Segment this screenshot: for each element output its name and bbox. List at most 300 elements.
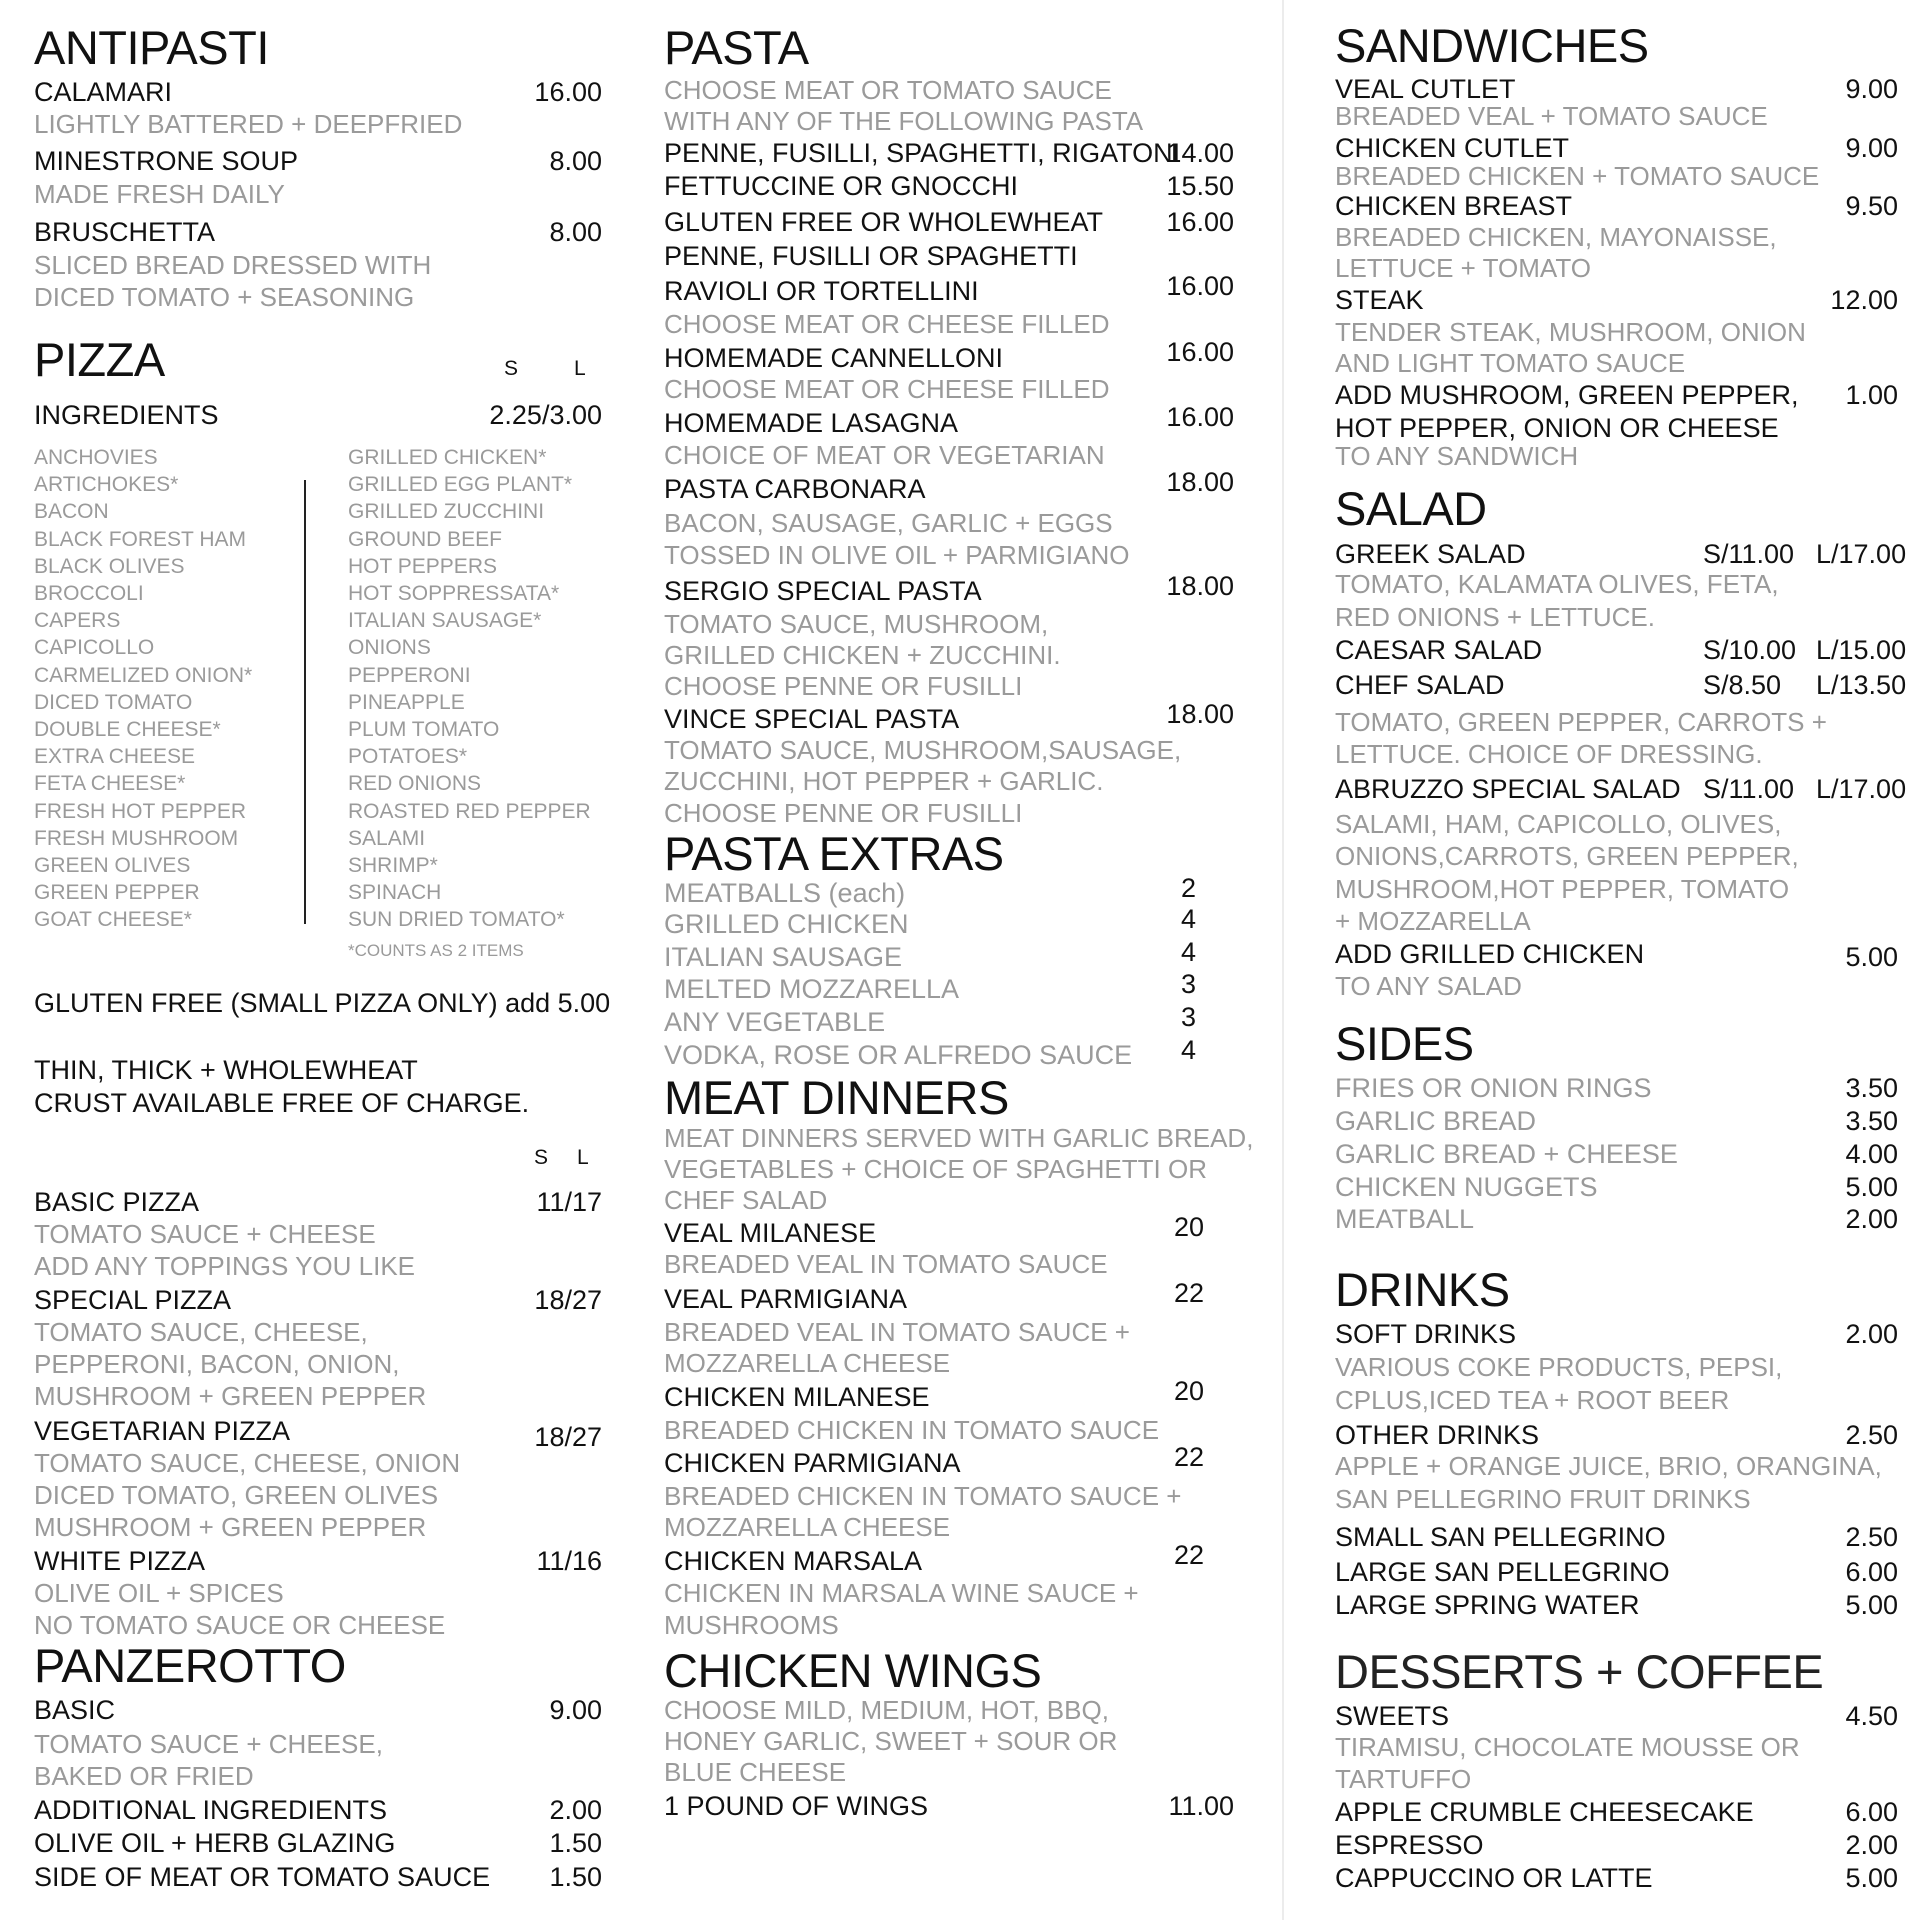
item-price: 18.00 — [1166, 467, 1234, 497]
item-name: HOMEMADE CANNELLONI — [664, 343, 1004, 373]
ingredient-item: GRILLED CHICKEN* — [348, 446, 547, 469]
wings-intro: CHOOSE MILD, MEDIUM, HOT, BBQ, — [664, 1695, 1109, 1725]
item-description: CHOOSE MEAT OR CHEESE FILLED — [664, 309, 1110, 339]
item-description: + MOZZARELLA — [1335, 906, 1531, 936]
item-name: SMALL SAN PELLEGRINO — [1335, 1522, 1666, 1552]
pasta-item — [664, 140, 1234, 167]
item-name: VEGETARIAN PIZZA — [34, 1416, 291, 1446]
menu-item-vegetarian-pizza — [34, 1416, 602, 1452]
item-description: MOZZARELLA CHEESE — [664, 1348, 951, 1378]
item-description: BAKED OR FRIED — [34, 1761, 254, 1791]
item-description: TOMATO SAUCE, CHEESE, ONION — [34, 1448, 461, 1478]
item-name: BASIC PIZZA — [34, 1187, 200, 1217]
ingredient-item: ITALIAN SAUSAGE* — [348, 609, 542, 633]
ingredient-item: PLUM TOMATO — [348, 718, 500, 741]
item-description: MADE FRESH DAILY — [34, 179, 285, 209]
item-description: TARTUFFO — [1335, 1764, 1472, 1794]
size-small-label: S — [504, 357, 519, 380]
item-price: 4.50 — [1845, 1701, 1898, 1731]
pasta-item-cannelloni — [664, 337, 1234, 373]
menu-item-espresso — [1335, 1832, 1915, 1859]
meat-dinners-heading: MEAT DINNERS — [664, 1071, 1009, 1124]
item-description: TOMATO SAUCE, MUSHROOM, — [664, 609, 1049, 639]
menu-item-white-pizza — [34, 1548, 602, 1575]
item-price: 22 — [1173, 1442, 1204, 1472]
item-price: 1.50 — [549, 1862, 602, 1892]
item-description: LETTUCE + TOMATO — [1335, 253, 1591, 283]
item-description: AND LIGHT TOMATO SAUCE — [1335, 348, 1686, 378]
item-name: SWEETS — [1335, 1701, 1450, 1731]
sides-heading: SIDES — [1335, 1017, 1474, 1070]
item-name: CAESAR SALAD — [1335, 635, 1543, 665]
ingredient-item: RED ONIONS — [348, 772, 482, 796]
menu-item-chicken-breast — [1335, 193, 1915, 220]
item-name: ITALIAN SAUSAGE — [664, 942, 903, 972]
item-name: PASTA CARBONARA — [664, 474, 926, 504]
item-name: ABRUZZO SPECIAL SALAD — [1335, 774, 1681, 804]
menu-item-steak — [1335, 287, 1915, 314]
item-description: NO TOMATO SAUCE OR CHEESE — [34, 1610, 446, 1640]
ingredient-item: DOUBLE CHEESE* — [34, 718, 221, 741]
menu-item-veal-parmigiana — [664, 1278, 1234, 1314]
item-description: CHOICE OF MEAT OR VEGETARIAN — [664, 440, 1105, 470]
item-name: PENNE, FUSILLI, SPAGHETTI, RIGATONI — [664, 138, 1181, 168]
item-name: GARLIC BREAD + CHEESE — [1335, 1139, 1678, 1169]
salad-item — [1335, 776, 1915, 803]
item-name: ADD GRILLED CHICKEN — [1335, 939, 1645, 969]
wings-intro: BLUE CHEESE — [664, 1757, 847, 1787]
size-small-label: S — [534, 1146, 549, 1169]
item-description: CHOOSE PENNE OR FUSILLI — [664, 671, 1023, 701]
item-price: 8.00 — [549, 217, 602, 247]
menu-item-basic-pizza — [34, 1189, 602, 1216]
ingredient-item: GREEN OLIVES — [34, 854, 191, 877]
item-description: GRILLED CHICKEN + ZUCCHINI. — [664, 640, 1061, 670]
item-description: LIGHTLY BATTERED + DEEPFRIED — [34, 109, 463, 139]
menu-column-2 — [664, 0, 1254, 1920]
counts-note: *COUNTS AS 2 ITEMS — [348, 941, 524, 960]
item-description: SLICED BREAD DRESSED WITH — [34, 250, 432, 280]
item-description: TOMATO SAUCE + CHEESE, — [34, 1729, 383, 1759]
salad-heading: SALAD — [1335, 482, 1487, 535]
item-description: BREADED VEAL IN TOMATO SAUCE — [664, 1249, 1108, 1279]
item-name: STEAK — [1335, 285, 1424, 315]
item-description: PEPPERONI, BACON, ONION, — [34, 1349, 400, 1379]
pasta-item — [664, 173, 1234, 200]
size-large-label: L — [574, 357, 586, 380]
item-price: 2.50 — [1845, 1522, 1898, 1552]
meat-dinners-intro: MEAT DINNERS SERVED WITH GARLIC BREAD, — [664, 1123, 1254, 1153]
meat-dinners-intro: VEGETABLES + CHOICE OF SPAGHETTI OR — [664, 1154, 1207, 1184]
ingredient-item: EXTRA CHEESE — [34, 745, 196, 769]
side-item — [1335, 1141, 1915, 1168]
chicken-wings-heading: CHICKEN WINGS — [664, 1644, 1042, 1697]
item-description: BREADED VEAL + TOMATO SAUCE — [1335, 101, 1768, 131]
item-description: BACON, SAUSAGE, GARLIC + EGGS — [664, 508, 1113, 538]
ingredient-item: BACON — [34, 500, 109, 524]
item-price: 11/16 — [536, 1546, 602, 1576]
item-price: 3 — [1180, 969, 1196, 999]
item-price-large: L/13.50 — [1816, 670, 1907, 700]
crust-note: THIN, THICK + WHOLEWHEAT — [34, 1055, 418, 1085]
item-name: CHICKEN PARMIGIANA — [664, 1448, 961, 1478]
ingredient-item: GRILLED ZUCCHINI — [348, 500, 545, 524]
item-description: MUSHROOM + GREEN PEPPER — [34, 1381, 427, 1411]
item-price: 2.00 — [1845, 1830, 1898, 1860]
item-description: CHICKEN IN MARSALA WINE SAUCE + — [664, 1578, 1139, 1608]
ingredient-item: SALAMI — [348, 826, 426, 850]
item-price: 5.00 — [1845, 1863, 1898, 1893]
menu-item-side-sauce — [34, 1864, 602, 1891]
item-name: 1 POUND OF WINGS — [664, 1791, 929, 1821]
ingredient-item: SHRIMP* — [348, 854, 438, 877]
item-description: BREADED CHICKEN + TOMATO SAUCE — [1335, 161, 1820, 191]
menu-item-chicken-marsala — [664, 1540, 1234, 1576]
ingredient-item: DICED TOMATO — [34, 690, 193, 714]
item-name: SERGIO SPECIAL PASTA — [664, 576, 982, 606]
ingredient-item: FRESH HOT PEPPER — [34, 799, 246, 823]
ingredient-item: BLACK OLIVES — [34, 554, 185, 578]
pasta-intro: WITH ANY OF THE FOLLOWING PASTA — [664, 106, 1144, 136]
item-price: 4.00 — [1845, 1139, 1898, 1169]
item-name: MINESTRONE SOUP — [34, 146, 299, 176]
item-price-small: S/8.50 — [1703, 670, 1782, 700]
item-price: 16.00 — [1166, 207, 1234, 237]
item-price: 14.00 — [1166, 138, 1234, 168]
ingredient-item: ANCHOVIES — [34, 446, 158, 469]
item-name: GRILLED CHICKEN — [664, 909, 909, 939]
item-name: CHICKEN MARSALA — [664, 1546, 923, 1576]
item-price: 5.00 — [1845, 1172, 1898, 1202]
column-divider — [1282, 0, 1284, 1920]
item-price: 4 — [1180, 937, 1196, 967]
item-description: MUSHROOM + GREEN PEPPER — [34, 1512, 427, 1542]
item-name: HOMEMADE LASAGNA — [664, 408, 959, 438]
item-description: MUSHROOM,HOT PEPPER, TOMATO — [1335, 874, 1790, 904]
item-name: ADD MUSHROOM, GREEN PEPPER, — [1335, 380, 1799, 410]
item-description: BREADED CHICKEN, MAYONAISSE, — [1335, 222, 1777, 252]
ingredient-item: CAPERS — [34, 609, 121, 633]
item-price: 3.50 — [1845, 1073, 1898, 1103]
item-price: 16.00 — [1166, 402, 1234, 432]
item-name: PENNE, FUSILLI OR SPAGHETTI — [664, 241, 1078, 271]
item-name: ANY VEGETABLE — [664, 1007, 886, 1037]
item-name: HOT PEPPER, ONION OR CHEESE — [1335, 413, 1779, 443]
item-description: TOMATO, GREEN PEPPER, CARROTS + — [1335, 707, 1827, 737]
item-price: 20 — [1173, 1212, 1204, 1242]
menu-item-additional-ingredients — [34, 1797, 602, 1824]
item-price: 1.50 — [549, 1828, 602, 1858]
menu-item-veal-milanese — [664, 1212, 1234, 1248]
item-price: 16.00 — [1166, 337, 1234, 367]
item-price: 22 — [1173, 1540, 1204, 1570]
ingredient-item: GROUND BEEF — [348, 527, 503, 551]
item-description: ONIONS,CARROTS, GREEN PEPPER, — [1335, 841, 1799, 871]
menu-item-basic-panzerotto — [34, 1697, 602, 1724]
extra-item — [664, 1035, 1234, 1070]
item-description: BREADED VEAL IN TOMATO SAUCE + — [664, 1317, 1130, 1347]
item-name: GARLIC BREAD — [1335, 1106, 1537, 1136]
extra-item — [664, 873, 1234, 908]
pasta-item-ravioli — [664, 271, 1234, 306]
item-description: RED ONIONS + LETTUCE. — [1335, 602, 1655, 632]
item-description: OLIVE OIL + SPICES — [34, 1578, 284, 1608]
ingredient-item: PEPPERONI — [348, 663, 471, 687]
ingredient-item: FRESH MUSHROOM — [34, 826, 239, 850]
item-price-small: S/10.00 — [1703, 635, 1797, 665]
item-description: DICED TOMATO + SEASONING — [34, 282, 415, 312]
ingredient-item: ONIONS — [348, 636, 431, 660]
item-name: VINCE SPECIAL PASTA — [664, 704, 960, 734]
item-price-large: L/17.00 — [1816, 774, 1907, 804]
item-description: TOSSED IN OLIVE OIL + PARMIGIANO — [664, 540, 1130, 570]
pasta-heading: PASTA — [664, 21, 809, 74]
extra-item — [664, 904, 1234, 939]
item-price: 5.00 — [1845, 1590, 1898, 1620]
item-description: TENDER STEAK, MUSHROOM, ONION — [1335, 317, 1806, 347]
salad-item — [1335, 541, 1915, 568]
menu-item-spring-water — [1335, 1592, 1915, 1619]
item-name: ADDITIONAL INGREDIENTS — [34, 1795, 388, 1825]
antipasti-heading: ANTIPASTI — [34, 21, 269, 74]
ingredient-item: CAPICOLLO — [34, 636, 155, 660]
item-name: CHICKEN NUGGETS — [1335, 1172, 1598, 1202]
ingredient-item: ROASTED RED PEPPER — [348, 799, 591, 823]
item-name: MEATBALL — [1335, 1204, 1475, 1234]
menu-item-chicken-milanese — [664, 1376, 1234, 1412]
item-price: 12.00 — [1830, 285, 1898, 315]
menu-item-sandwich-addons — [1335, 382, 1915, 409]
item-name: BRUSCHETTA — [34, 217, 216, 247]
extra-item — [664, 969, 1234, 1004]
side-item — [1335, 1174, 1915, 1201]
meat-dinners-intro: CHEF SALAD — [664, 1185, 828, 1215]
item-description: CHOOSE PENNE OR FUSILLI — [664, 798, 1023, 828]
item-name: FETTUCCINE OR GNOCCHI — [664, 171, 1018, 201]
ingredient-item: SPINACH — [348, 881, 442, 905]
item-name: VEAL PARMIGIANA — [664, 1284, 908, 1314]
item-price: 9.00 — [1845, 133, 1898, 163]
item-price: 4 — [1180, 904, 1196, 934]
item-price: 6.00 — [1845, 1797, 1898, 1827]
item-price: 8.00 — [549, 146, 602, 176]
ingredient-item: PINEAPPLE — [348, 690, 465, 714]
item-name: VODKA, ROSE OR ALFREDO SAUCE — [664, 1040, 1133, 1070]
item-price: 9.00 — [1845, 74, 1898, 104]
crust-note: CRUST AVAILABLE FREE OF CHARGE. — [34, 1088, 530, 1118]
item-description: CHOOSE MEAT OR CHEESE FILLED — [664, 374, 1110, 404]
pasta-intro: CHOOSE MEAT OR TOMATO SAUCE — [664, 75, 1112, 105]
item-price: 15.50 — [1166, 171, 1234, 201]
item-description: DICED TOMATO, GREEN OLIVES — [34, 1480, 439, 1510]
item-price: 2 — [1180, 873, 1196, 903]
item-name: CHICKEN CUTLET — [1335, 133, 1570, 163]
salad-item — [1335, 637, 1915, 664]
sandwiches-heading: SANDWICHES — [1335, 19, 1649, 72]
item-name: VEAL CUTLET — [1335, 74, 1516, 104]
item-description: ADD ANY TOPPINGS YOU LIKE — [34, 1251, 415, 1281]
item-price-small: S/11.00 — [1703, 539, 1795, 569]
menu-item-wings — [664, 1793, 1234, 1820]
panzerotto-heading: PANZEROTTO — [34, 1639, 346, 1692]
item-description: SAN PELLEGRINO FRUIT DRINKS — [1335, 1484, 1751, 1514]
menu-item-chicken-cutlet — [1335, 135, 1915, 162]
ingredient-item: BLACK FOREST HAM — [34, 527, 246, 551]
item-name: CHEF SALAD — [1335, 670, 1505, 700]
item-description: VARIOUS COKE PRODUCTS, PEPSI, — [1335, 1352, 1783, 1382]
ingredient-item: GOAT CHEESE* — [34, 908, 192, 932]
pizza-ingredients-row — [34, 402, 602, 429]
item-price-large: L/15.00 — [1816, 635, 1907, 665]
item-name: WHITE PIZZA — [34, 1546, 205, 1576]
ingredient-item: HOT PEPPERS — [348, 554, 497, 578]
item-name: FRIES OR ONION RINGS — [1335, 1073, 1652, 1103]
pasta-item — [664, 243, 1234, 270]
item-price: 18/27 — [534, 1422, 602, 1452]
item-price: 2.00 — [549, 1795, 602, 1825]
item-name: GLUTEN FREE OR WHOLEWHEAT — [664, 207, 1104, 237]
item-price: 16.00 — [534, 77, 602, 107]
menu-item-cappuccino — [1335, 1865, 1915, 1892]
gluten-free-note: GLUTEN FREE (SMALL PIZZA ONLY) add 5.00 — [34, 988, 611, 1018]
item-name: CAPPUCCINO OR LATTE — [1335, 1863, 1653, 1893]
ingredient-item: POTATOES* — [348, 745, 468, 769]
item-price: 16.00 — [1166, 271, 1234, 301]
item-description: TOMATO SAUCE + CHEESE — [34, 1219, 376, 1249]
drinks-heading: DRINKS — [1335, 1263, 1510, 1316]
menu-item-small-pellegrino — [1335, 1524, 1915, 1551]
item-price: 9.00 — [549, 1695, 602, 1725]
ingredient-item: BROCCOLI — [34, 582, 144, 605]
item-price: 9.50 — [1845, 191, 1898, 221]
item-price: 11/17 — [536, 1187, 602, 1217]
ingredients-label: INGREDIENTS — [34, 400, 219, 430]
item-name: APPLE CRUMBLE CHEESECAKE — [1335, 1797, 1754, 1827]
item-price: 2.00 — [1845, 1204, 1898, 1234]
item-price: 18/27 — [534, 1285, 602, 1315]
item-description: MUSHROOMS — [664, 1610, 839, 1640]
item-name: OLIVE OIL + HERB GLAZING — [34, 1828, 396, 1858]
ingredient-item: ARTICHOKES* — [34, 473, 179, 497]
menu-item-chicken-parmigiana — [664, 1442, 1234, 1478]
ingredient-item: CARMELIZED ONION* — [34, 663, 253, 687]
item-description: MOZZARELLA CHEESE — [664, 1512, 951, 1542]
item-price: 18.00 — [1166, 699, 1234, 729]
ingredient-item: GRILLED EGG PLANT* — [348, 473, 573, 497]
item-price: 22 — [1173, 1278, 1204, 1308]
menu-item-sweets — [1335, 1703, 1915, 1730]
item-price: 6.00 — [1845, 1557, 1898, 1587]
item-description: TO ANY SALAD — [1335, 971, 1522, 1001]
item-name: VEAL MILANESE — [664, 1218, 877, 1248]
item-description: TOMATO SAUCE, CHEESE, — [34, 1317, 368, 1347]
item-price: 1.00 — [1845, 380, 1898, 410]
desserts-heading: DESSERTS + COFFEE — [1335, 1645, 1824, 1698]
pizza-heading: PIZZA — [34, 333, 165, 386]
menu-item-minestrone — [34, 148, 602, 175]
ingredient-item: SUN DRIED TOMATO* — [348, 908, 565, 932]
side-item — [1335, 1108, 1915, 1135]
item-price: 4 — [1180, 1035, 1196, 1065]
pasta-item-vince — [664, 699, 1234, 734]
size-large-label: L — [577, 1146, 589, 1169]
menu-item-large-pellegrino — [1335, 1559, 1915, 1586]
item-description: TOMATO, KALAMATA OLIVES, FETA, — [1335, 569, 1779, 599]
ingredient-item: FETA CHEESE* — [34, 772, 186, 796]
item-price: 5.00 — [1845, 942, 1898, 972]
item-description: CPLUS,ICED TEA + ROOT BEER — [1335, 1385, 1730, 1415]
item-description: APPLE + ORANGE JUICE, BRIO, ORANGINA, — [1335, 1451, 1882, 1481]
pasta-item-carbonara — [664, 467, 1234, 504]
side-item — [1335, 1075, 1915, 1102]
item-name: MEATBALLS (each) — [664, 878, 906, 908]
menu-item-special-pizza — [34, 1287, 602, 1314]
item-name: LARGE SPRING WATER — [1335, 1590, 1640, 1620]
item-name: SOFT DRINKS — [1335, 1319, 1517, 1349]
ingredient-item: HOT SOPPRESSATA* — [348, 582, 560, 605]
item-price: 2.00 — [1845, 1319, 1898, 1349]
item-description: BREADED CHICKEN IN TOMATO SAUCE + — [664, 1481, 1182, 1511]
item-name: MELTED MOZZARELLA — [664, 974, 960, 1004]
item-name: BASIC — [34, 1695, 116, 1725]
item-description: LETTUCE. CHOICE OF DRESSING. — [1335, 739, 1763, 769]
item-name: OTHER DRINKS — [1335, 1420, 1540, 1450]
ingredient-item: GREEN PEPPER — [34, 881, 200, 905]
item-name: SPECIAL PIZZA — [34, 1285, 232, 1315]
menu-item-veal-cutlet — [1335, 76, 1915, 103]
extra-item — [664, 1002, 1234, 1037]
ingredients-price: 2.25/3.00 — [489, 400, 602, 430]
item-description: TO ANY SANDWICH — [1335, 441, 1579, 471]
menu-column-1 — [34, 0, 611, 1920]
item-name: GREEK SALAD — [1335, 539, 1526, 569]
menu-item-calamari — [34, 79, 602, 106]
menu-item-bruschetta — [34, 219, 602, 246]
item-price: 2.50 — [1845, 1420, 1898, 1450]
item-price: 20 — [1173, 1376, 1204, 1406]
menu-item-other-drinks — [1335, 1422, 1915, 1449]
item-description: TIRAMISU, CHOCOLATE MOUSSE OR — [1335, 1732, 1800, 1762]
menu-item-herb-glazing — [34, 1830, 602, 1857]
salad-item — [1335, 672, 1915, 699]
item-description: SALAMI, HAM, CAPICOLLO, OLIVES, — [1335, 809, 1782, 839]
item-description: ZUCCHINI, HOT PEPPER + GARLIC. — [664, 766, 1104, 796]
item-name: RAVIOLI OR TORTELLINI — [664, 276, 979, 306]
ingredients-separator — [304, 480, 306, 924]
pasta-extras-heading: PASTA EXTRAS — [664, 827, 1004, 880]
pasta-item-lasagna — [664, 402, 1234, 438]
wings-intro: HONEY GARLIC, SWEET + SOUR OR — [664, 1726, 1118, 1756]
menu-item-cheesecake — [1335, 1799, 1915, 1826]
item-name: SIDE OF MEAT OR TOMATO SAUCE — [34, 1862, 491, 1892]
menu-item-soft-drinks — [1335, 1321, 1915, 1348]
item-description: TOMATO SAUCE, MUSHROOM,SAUSAGE, — [664, 735, 1182, 765]
extra-item — [664, 937, 1234, 972]
item-name: ESPRESSO — [1335, 1830, 1484, 1860]
item-description: BREADED CHICKEN IN TOMATO SAUCE — [664, 1415, 1160, 1445]
pasta-item-sergio — [664, 571, 1234, 606]
item-price: 18.00 — [1166, 571, 1234, 601]
item-price: 3 — [1180, 1002, 1196, 1032]
item-price: 11.00 — [1168, 1791, 1234, 1821]
item-name: CALAMARI — [34, 77, 173, 107]
item-price: 3.50 — [1845, 1106, 1898, 1136]
item-name: CHICKEN BREAST — [1335, 191, 1573, 221]
side-item — [1335, 1206, 1915, 1233]
item-name: LARGE SAN PELLEGRINO — [1335, 1557, 1670, 1587]
item-price-large: L/17.00 — [1816, 539, 1907, 569]
menu-item-add-chicken — [1335, 939, 1915, 972]
